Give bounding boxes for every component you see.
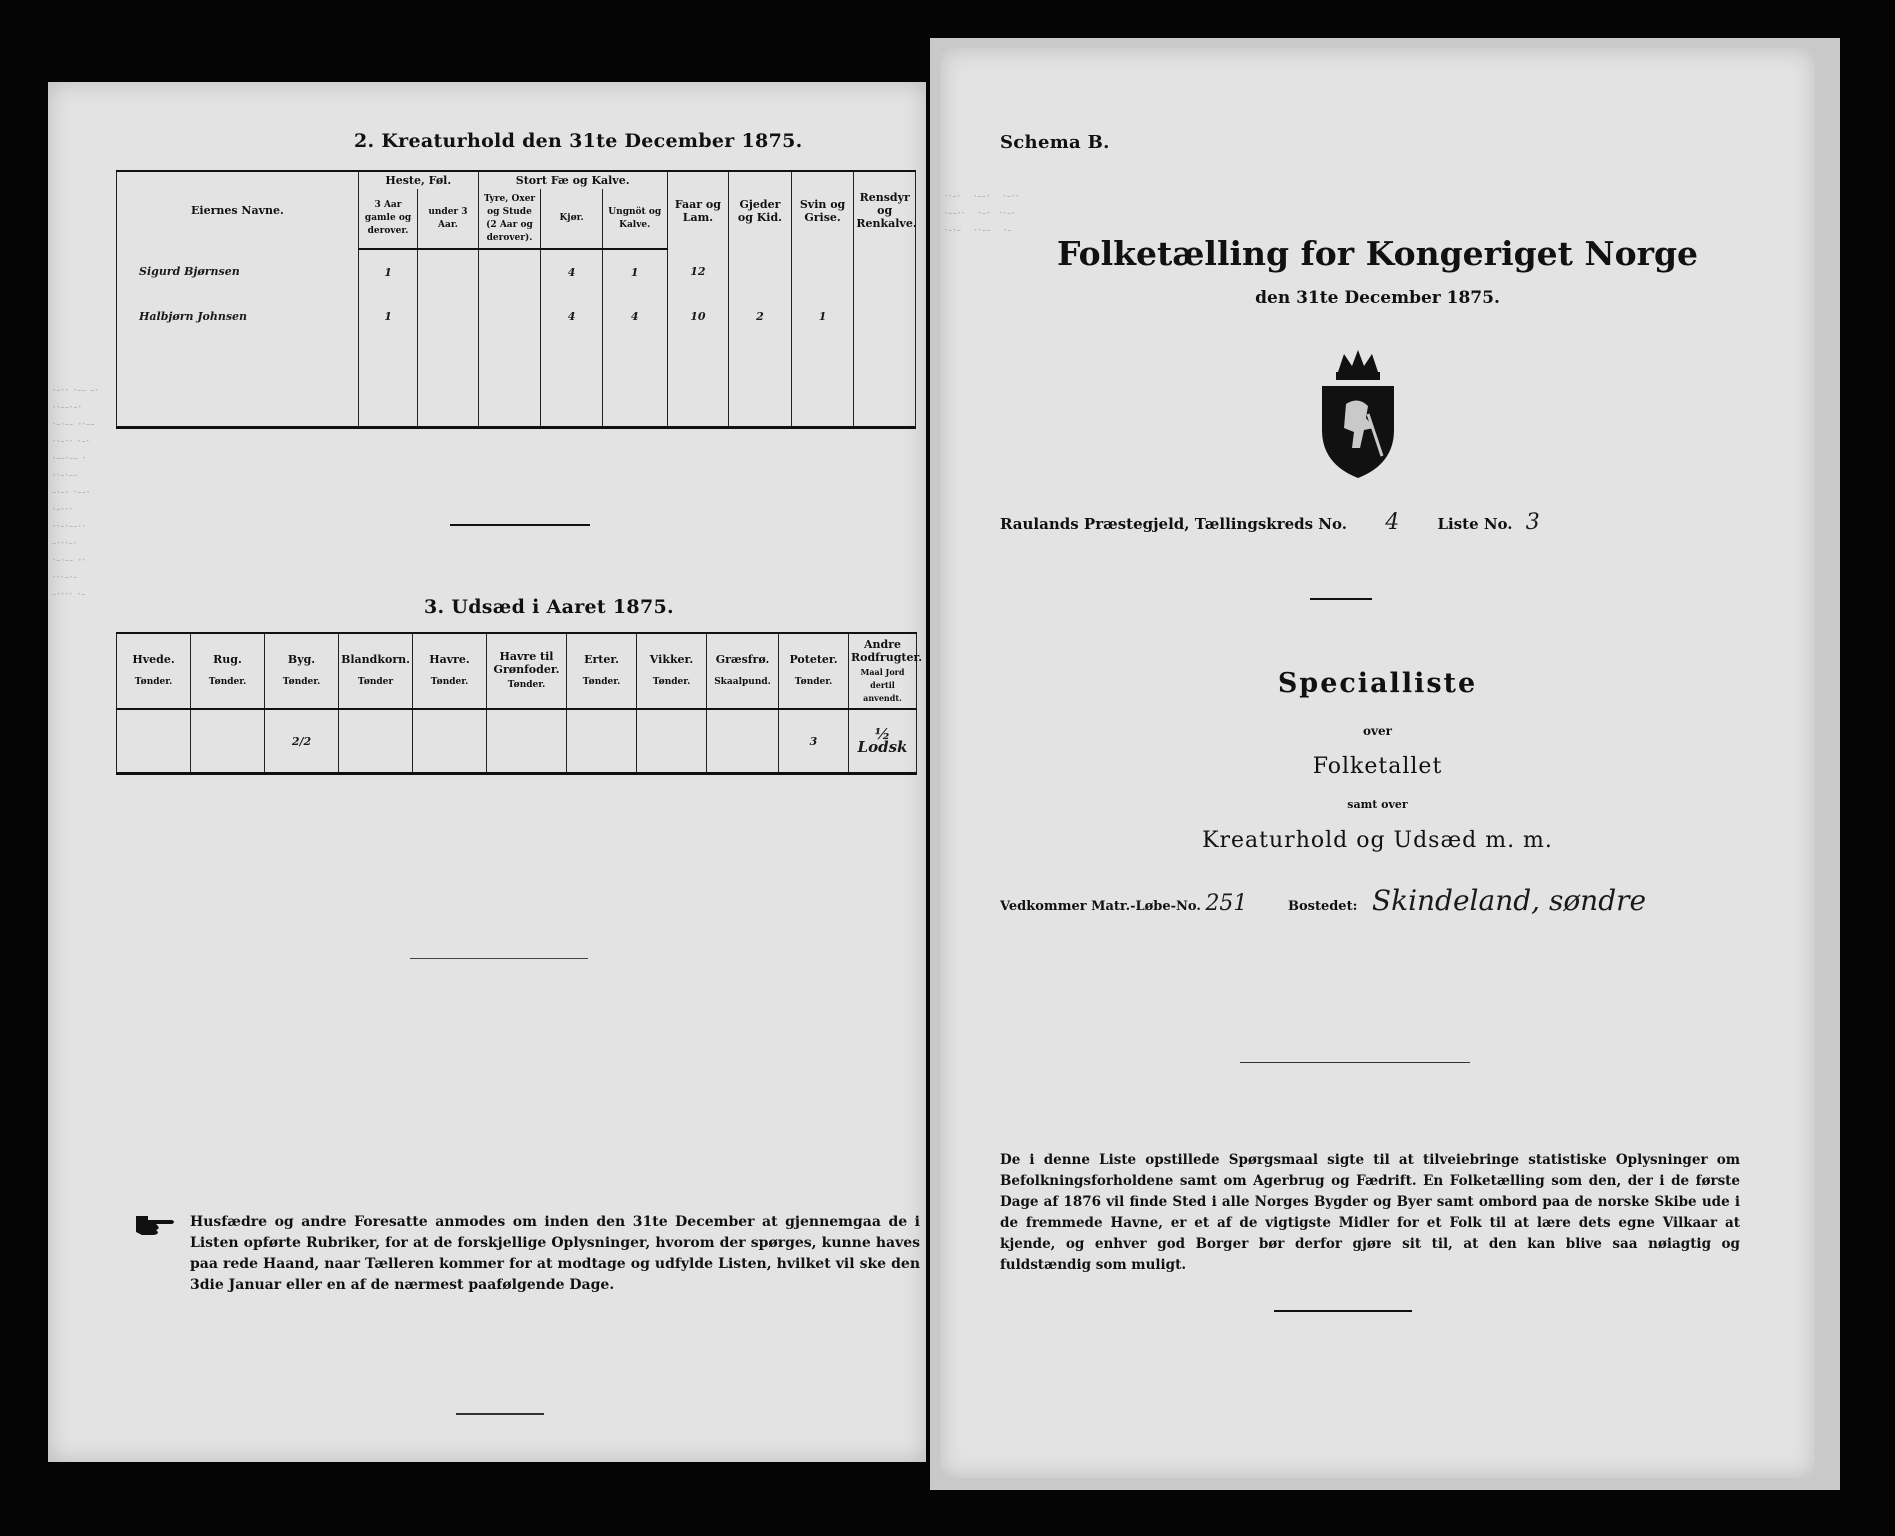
sheep-value: 12 [667, 249, 729, 294]
folketallet-label: Folketallet [1312, 754, 1443, 779]
bulls-value [478, 249, 541, 294]
sheep-header: Faar og Lam. [667, 171, 729, 249]
matr-label: Vedkommer Matr.-Løbe-No. [1000, 899, 1201, 914]
divider [1274, 1310, 1412, 1312]
owner-name [117, 338, 359, 382]
table-row [117, 294, 916, 338]
pigs-header: Svin og Grise. [791, 171, 854, 249]
livestock-seed-label: Kreaturhold og Udsæd m. m. [1202, 828, 1553, 853]
bulls-value [478, 294, 541, 338]
seed-col-header: Græsfrø. Skaalpund. [707, 633, 779, 709]
divider [456, 1413, 544, 1415]
goats-header: Gjeder og Kid. [729, 171, 792, 249]
list-label: Liste No. [1437, 515, 1513, 533]
cows-value: 4 [541, 249, 603, 294]
table-row [117, 338, 916, 382]
owner-name [117, 382, 359, 428]
seed-col-header: Poteter. Tønder. [779, 633, 849, 709]
seed-col-header: Hvede. Tønder. [117, 633, 191, 709]
list-number: 3 [1525, 510, 1540, 535]
horses-young-value [418, 294, 478, 338]
divider [450, 524, 590, 526]
district-number: 4 [1385, 510, 1400, 535]
divider [410, 958, 588, 959]
owner-name: Sigurd Bjørnsen [117, 249, 359, 294]
right-page [940, 48, 1815, 1478]
property-line [1000, 884, 1646, 917]
reindeer-value [854, 249, 916, 294]
parish-label: Raulands Præstegjeld, [1000, 515, 1190, 533]
bosted-value: Skindeland, søndre [1371, 884, 1647, 917]
divider [1240, 1062, 1470, 1063]
livestock-table [116, 170, 916, 429]
reindeer-header: Rensdyr og Renkalve. [854, 171, 916, 249]
left-page [48, 82, 926, 1462]
seed-value [339, 709, 413, 774]
horses-header: Heste, Føl. [358, 171, 478, 189]
seed-col-header: Erter. Tønder. [567, 633, 637, 709]
census-explanation: De i denne Liste opstillede Spørgsmaal sigte til at tilveiebringe statistiske Oplysninger om Befolkningsforholdene samt om Agerbrug og Fædrift. En Folketælling som den, der i de første Dage af 1876 vil finde Sted i alle Norges Bygder og Byer samt ombord paa de norske Skibe ude i de fremmede Havne, er et af de vigtigste Midler for et Folk til at lære dets egne Vilkaar at kjende, og enhver god Borger bør derfor gjøre sit til, at den kan blive saa nøiagtig og fuldstændig som muligt. [1000, 1152, 1740, 1273]
divider [1310, 598, 1372, 600]
seed-col-header: Rug. Tønder. [191, 633, 265, 709]
seed-col-header: Andre Rodfrugter. Maal Jord dertil anvendt. [849, 633, 917, 709]
seed-col-header: Havre til Grønfoder. Tønder. [487, 633, 567, 709]
district-label: Tællingskreds No. [1194, 515, 1347, 533]
over-label: over [1363, 724, 1392, 738]
pointing-hand-icon [134, 1212, 176, 1236]
bleed-through-text: ··-· ·--· ·-·· ·--·· ·-· ··-· ·-·- ··-- ·- [944, 189, 1020, 238]
bleed-through-text: ·-·· ·-- -· ··--·-· ·-·-- ··-- ··-·· ·-· ·--·-- · ··-·-- -·-· ·--· ·-··· ··-·--·· -···-· ·-·-- ·· ···-·- -···· ·- [52, 383, 99, 602]
seed-value [117, 709, 191, 774]
samt-over-label: samt over [1347, 798, 1408, 811]
bosted-label: Bostedet: [1287, 899, 1358, 914]
seed-value [413, 709, 487, 774]
seed-heading: 3. Udsæd i Aaret 1875. [424, 596, 674, 618]
seed-value [567, 709, 637, 774]
livestock-heading: 2. Kreaturhold den 31te December 1875. [354, 130, 803, 152]
seed-value [707, 709, 779, 774]
horses-young-header: under 3 Aar. [418, 189, 478, 249]
cows-header: Kjør. [541, 189, 603, 249]
seed-table [116, 632, 923, 775]
sheep-value: 10 [667, 294, 729, 338]
bulls-header: Tyre, Oxer og Stude (2 Aar og derover). [478, 189, 541, 249]
seed-value [487, 709, 567, 774]
district-line [1000, 510, 1548, 535]
seed-col-header: Byg. Tønder. [265, 633, 339, 709]
matr-number: 251 [1205, 891, 1248, 916]
census-date: den 31te December 1875. [1255, 288, 1500, 308]
horses-old-value: 1 [358, 294, 417, 338]
seed-col-header: Havre. Tønder. [413, 633, 487, 709]
pigs-value: 1 [791, 294, 854, 338]
norway-coat-of-arms-icon [1308, 344, 1408, 484]
seed-col-header: Blandkorn. Tønder [339, 633, 413, 709]
cows-value: 4 [541, 294, 603, 338]
horses-young-value [418, 249, 478, 294]
household-notice: Husfædre og andre Foresatte anmodes om inden den 31te December at gjennemgaa de i Listen opførte Rubriker, for at de forskjellige Oplysninger, hvorom der spørges, kunne haves paa rede Haand, naar Tælleren kommer for at modtage og udfylde Listen, hvilket vil ske den 3die Januar eller en af de nærmest paafølgende Dage. [190, 1214, 920, 1293]
cattle-header: Stort Fæ og Kalve. [478, 171, 667, 189]
owner-name-header: Eiernes Navne. [117, 171, 359, 249]
table-row [117, 249, 916, 294]
seed-value: ½ Lodsk [849, 709, 917, 774]
seed-col-header: Vikker. Tønder. [637, 633, 707, 709]
calves-value: 4 [602, 294, 667, 338]
goats-value: 2 [729, 294, 792, 338]
goats-value [729, 249, 792, 294]
horses-old-header: 3 Aar gamle og derover. [358, 189, 417, 249]
seed-value [637, 709, 707, 774]
seed-value: 2/2 [265, 709, 339, 774]
pigs-value [791, 249, 854, 294]
calves-value: 1 [602, 249, 667, 294]
horses-old-value: 1 [358, 249, 417, 294]
seed-value [191, 709, 265, 774]
schema-label: Schema B. [1000, 132, 1110, 153]
owner-name: Halbjørn Johnsen [117, 294, 359, 338]
seed-value: 3 [779, 709, 849, 774]
census-title: Folketælling for Kongeriget Norge [1056, 234, 1699, 273]
table-row [117, 382, 916, 428]
reindeer-value [854, 294, 916, 338]
calves-header: Ungnöt og Kalve. [602, 189, 667, 249]
special-list-title: Specialliste [1277, 668, 1478, 699]
table-row [117, 709, 917, 774]
